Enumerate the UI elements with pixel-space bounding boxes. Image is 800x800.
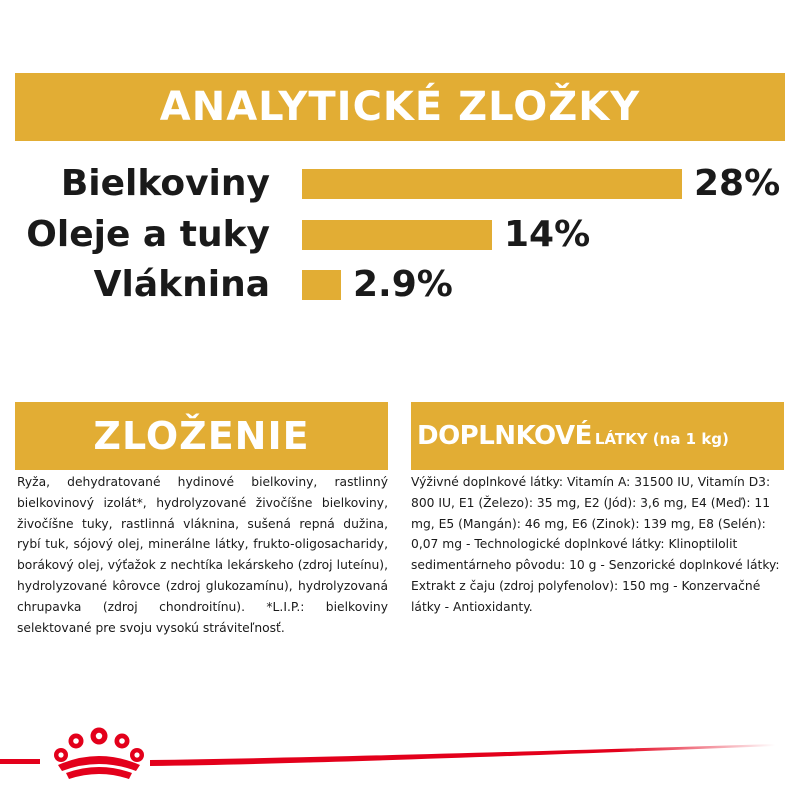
composition-text: Ryža, dehydratované hydinové bielkoviny, rastlinný bielkovinový izolát*, hydrolyzované živočíšne bielkoviny, živočíšne tuky, rastlinná vláknina, sušená repná dužina, rybí tuk, sójový olej, minerálne látky, frukto-oligosacharidy, borákový olej, výťažok z nechtíka lekárskeho (zdroj luteínu), hydrolyzované kôrovce (zdroj glukozamínu), hydrolyzovaná chrupavka (zdroj chondroitínu). *L.I.P.: bielkoviny selektované pre svoju vysokú stráviteľnosť. xyxy=(17,475,388,635)
analytic-row-label: Bielkoviny xyxy=(60,163,270,204)
royal-canin-crown-icon xyxy=(52,727,146,785)
additives-title-main: DOPLNKOVÉ xyxy=(417,421,592,451)
analytic-row-value: 2.9% xyxy=(353,264,453,305)
composition-section-title: ZLOŽENIE xyxy=(15,402,388,470)
analytic-row-value: 28% xyxy=(694,163,781,204)
analytic-section-title: ANALYTICKÉ ZLOŽKY xyxy=(15,73,785,141)
analytic-row-label: Vláknina xyxy=(93,264,270,305)
additives-text: Výživné doplnkové látky: Vitamín A: 31500 IU, Vitamín D3: 800 IU, E1 (Železo): 35 mg, E2 (Jód): 3,6 mg, E4 (Meď): 11 mg, E5 (Mangán): 46 mg, E6 (Zinok): 139 mg, E8 (Selén): 0,07 mg - Technologické doplnkové látky: Klinoptilolit sedimentárneho pôvodu: 10 g - Senzorické doplnkové látky: Extrakt z čaju (zdroj polyfenolov): 150 mg - Konzervačné látky - Antioxidanty. xyxy=(411,475,780,614)
analytic-row-value: 14% xyxy=(504,214,591,255)
additives-title-sub: LÁTKY (na 1 kg) xyxy=(594,430,729,448)
analytic-row-label: Oleje a tuky xyxy=(26,214,270,255)
